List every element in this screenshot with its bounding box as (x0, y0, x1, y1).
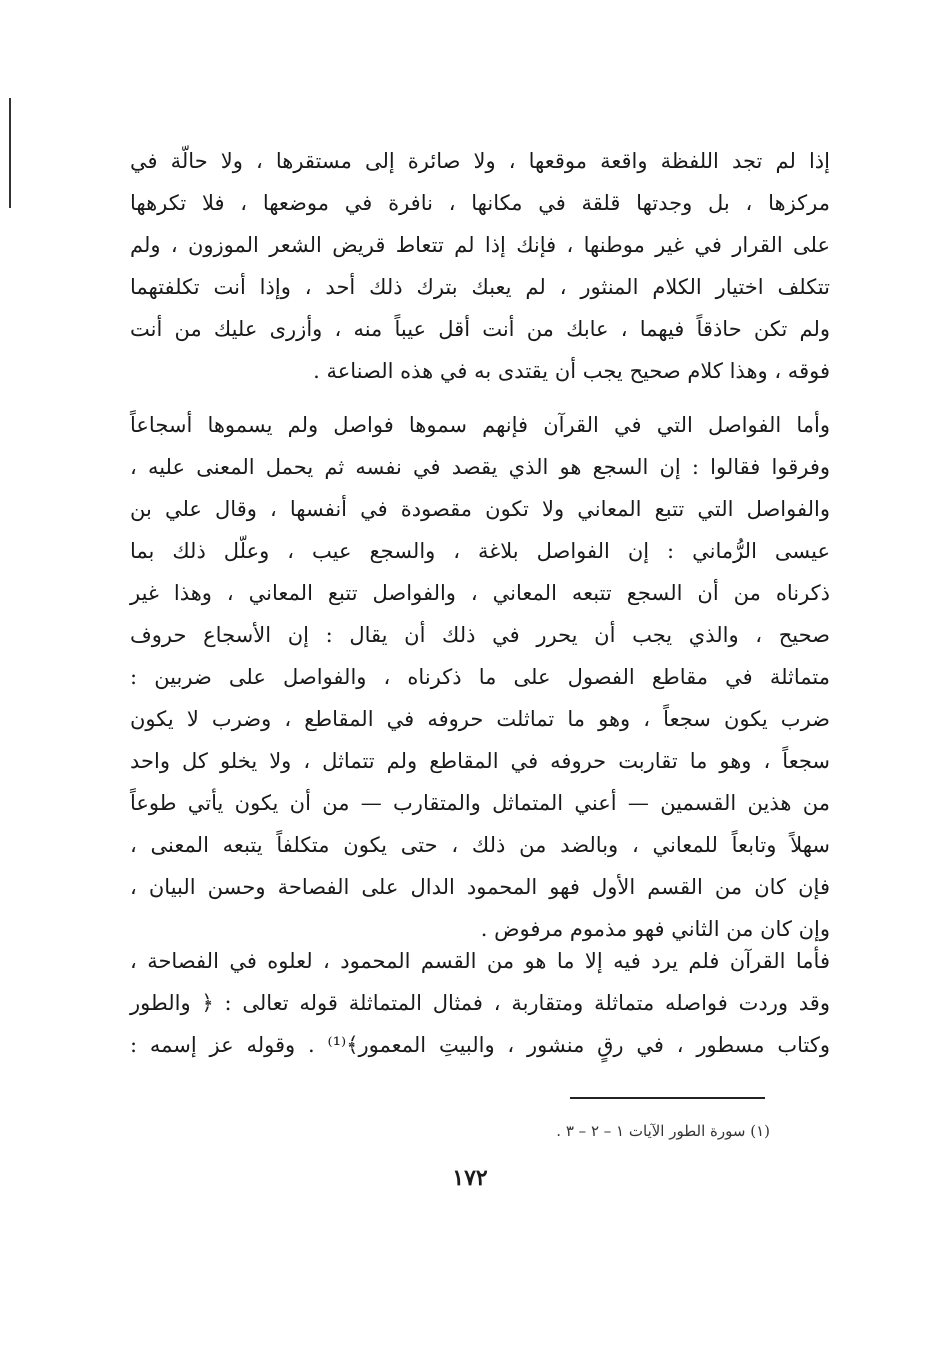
paragraph-2 (130, 404, 830, 950)
text-line: وقد وردت فواصله متماثلة ومتقاربة ، فمثال المتماثلة قوله تعالى : ﴿ والطور (130, 991, 830, 1015)
text-line: متماثلة في مقاطع الفصول على ما ذكرناه ، والفواصل على ضربين : (130, 665, 830, 689)
text-line: وأما الفواصل التي في القرآن فإنهم سموها فواصل ولم يسموها أسجاعاً (130, 413, 830, 437)
text-line: وفرقوا فقالوا : إن السجع هو الذي يقصد في نفسه ثم يحمل المعنى عليه ، (130, 455, 830, 479)
text-line: إذا لم تجد اللفظة واقعة موقعها ، ولا صائرة إلى مستقرها ، ولا حالّة في (130, 149, 830, 173)
margin-rule (9, 98, 11, 208)
text-line: وإن كان من الثاني فهو مذموم مرفوض . (480, 917, 830, 941)
text-line: فوقه ، وهذا كلام صحيح يجب أن يقتدى به في هذه الصناعة . (313, 359, 830, 383)
text-line: عيسى الرُّماني : إن الفواصل بلاغة ، والسجع عيب ، وعلّل ذلك بما (130, 539, 830, 563)
text-line: تتكلف اختيار الكلام المنثور ، لم يعبك بترك ذلك أحد ، وإذا أنت تكلفتهما (130, 275, 830, 299)
text-line: فأما القرآن فلم يرد فيه إلا ما هو من القسم المحمود ، لعلوه في الفصاحة ، (130, 949, 830, 973)
text-line: سهلاً وتابعاً للمعاني ، وبالضد من ذلك ، حتى يكون متكلفاً يتبعه المعنى ، (130, 833, 830, 857)
text-line: ولم تكن حاذقاً فيهما ، عابك من أنت أقل عيباً منه ، وأزرى عليك من أنت (130, 317, 830, 341)
page-number: ١٧٢ (452, 1165, 488, 1191)
footnote: (١) سورة الطور الآيات ١ – ٢ – ٣ . (556, 1122, 770, 1140)
footnote-separator (570, 1097, 765, 1099)
text-line: والفواصل التي تتبع المعاني ولا تكون مقصودة في أنفسها ، وقال علي بن (130, 497, 830, 521)
paragraph-3 (130, 940, 830, 1066)
text-line: على القرار في غير موطنها ، فإنك إذا لم تتعاط قريض الشعر الموزون ، ولم (130, 233, 830, 257)
text-line: من هذين القسمين — أعني المتماثل والمتقارب — من أن يكون يأتي طوعاً (130, 791, 830, 815)
paragraph-1 (130, 140, 830, 392)
text-line: ذكرناه من أن السجع تتبعه المعاني ، والفواصل تتبع المعاني ، وهذا غير (130, 581, 830, 605)
text-line: سجعاً ، وهو ما تقاربت حروفه في المقاطع ولم تتماثل ، ولا يخلو كل واحد (130, 749, 830, 773)
text-line: مركزها ، بل وجدتها قلقة في مكانها ، نافرة في موضعها ، فلا تكرهها (130, 191, 830, 215)
text-line: صحيح ، والذي يجب أن يحرر في ذلك أن يقال : إن الأسجاع حروف (130, 623, 830, 647)
text-line: فإن كان من القسم الأول فهو المحمود الدال على الفصاحة وحسن البيان ، (130, 875, 830, 899)
text-line: وكتاب مسطور ، في رقٍ منشور ، والبيتِ المعمور﴾⁽¹⁾ . وقوله عز إسمه : (130, 1033, 830, 1057)
text-line: ضرب يكون سجعاً ، وهو ما تماثلت حروفه في المقاطع ، وضرب لا يكون (130, 707, 830, 731)
